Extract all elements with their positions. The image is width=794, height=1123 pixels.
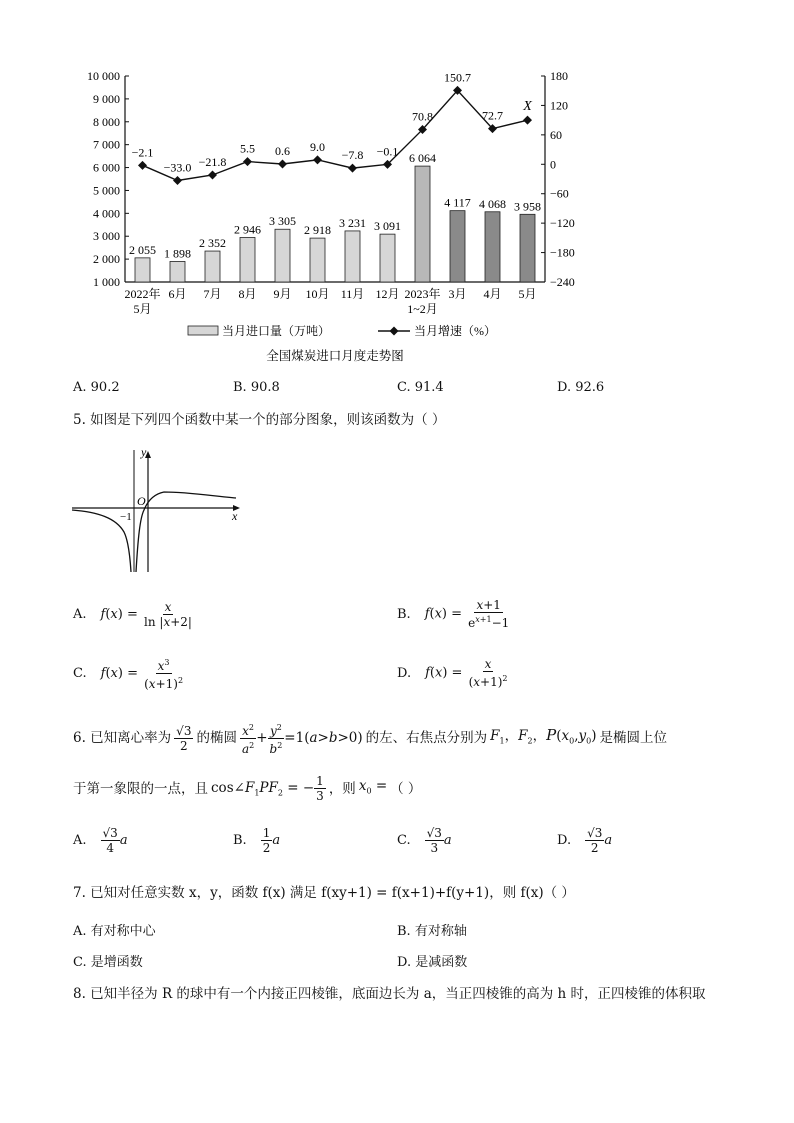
- x-tick-label-2: 1~2月: [407, 302, 438, 316]
- q6-option-d-formula: $\frac{√3}{2}$ a: [587, 825, 613, 855]
- growth-point: [173, 176, 182, 185]
- q6-text-g: （ ）: [390, 781, 422, 797]
- q5-option-c-label: C.: [73, 665, 87, 681]
- legend-line-label: 当月增速（%）: [414, 324, 496, 338]
- q5-option-c[interactable]: [73, 655, 185, 691]
- right-tick-label: −240: [550, 275, 575, 289]
- left-tick-label: 9 000: [93, 91, 120, 106]
- q6-text-a: 6. 已知离心率为: [73, 730, 172, 746]
- x-tick-label: 5月: [518, 287, 537, 301]
- growth-point: [243, 157, 252, 166]
- growth-value-label: 72.7: [482, 108, 503, 123]
- bar: [205, 251, 220, 282]
- q6-option-d[interactable]: [557, 822, 612, 858]
- x-tick-label: 7月: [203, 287, 222, 301]
- q6-option-b-formula: $\frac{1}{2}$ a: [262, 825, 281, 855]
- left-tick-label: 10 000: [87, 69, 120, 83]
- bar: [345, 231, 360, 282]
- x-tick-label: 10月: [305, 287, 330, 301]
- growth-value-label: −33.0: [163, 160, 192, 175]
- right-tick-label: −180: [550, 245, 575, 260]
- bar-value-label: 3 958: [514, 199, 541, 214]
- x-tick-label-2: 5月: [133, 302, 152, 316]
- x-tick-label: 12月: [375, 287, 400, 301]
- q6-text-f: ，则: [328, 781, 356, 797]
- left-tick-label: 1 000: [93, 275, 120, 289]
- legend-line-marker: [390, 327, 399, 336]
- growth-point: [278, 159, 287, 168]
- bar-value-label: 6 064: [409, 151, 436, 166]
- right-tick-label: −60: [550, 186, 569, 201]
- growth-point: [313, 155, 322, 164]
- bar: [485, 212, 500, 282]
- bar-value-label: 2 918: [304, 223, 331, 238]
- q6-foci: $F_1$，$F_2$，$P(x_0,y_0)$: [490, 725, 597, 746]
- q5-option-c-formula: f(x) = $\frac{x^3}{(x+1)^2}$: [100, 657, 184, 691]
- growth-value-label: 150.7: [444, 70, 471, 85]
- q5-function-graph: [68, 448, 248, 574]
- coal-import-chart: [60, 60, 620, 370]
- q7-option-c[interactable]: C. 是增函数: [73, 955, 143, 970]
- q6-option-a[interactable]: [73, 822, 128, 858]
- q6-option-d-label: D.: [557, 832, 572, 848]
- left-tick-label: 2 000: [93, 252, 120, 267]
- bar-value-label: 2 946: [234, 222, 261, 237]
- bar: [240, 237, 255, 282]
- growth-value-label: 9.0: [310, 139, 325, 154]
- q6-option-b[interactable]: [233, 822, 280, 858]
- growth-value-label: X: [523, 99, 532, 115]
- bar: [380, 234, 395, 282]
- right-tick-label: −120: [550, 216, 575, 231]
- y-axis-label: y: [141, 448, 147, 459]
- x-tick-label: 8月: [238, 287, 257, 301]
- q6-option-c-label: C.: [397, 832, 411, 848]
- x-tick-label: 4月: [483, 287, 502, 301]
- q6-cos-condition: $\cos\angle F_1PF_2$ = − $\frac{1}{3}$: [211, 774, 324, 804]
- q6-text-e: 于第一象限的一点，且: [73, 781, 208, 797]
- bar-value-label: 1 898: [164, 246, 191, 261]
- bar: [275, 229, 290, 282]
- bar-value-label: 4 068: [479, 196, 506, 211]
- q5-option-a-formula: f(x) = $\frac{x}{\ln |x+2|}$: [100, 599, 192, 629]
- growth-point: [348, 164, 357, 173]
- right-tick-label: 0: [550, 157, 556, 172]
- x-tick-label: 2023年: [404, 287, 441, 301]
- bar-value-label: 2 352: [199, 236, 226, 251]
- q4-option-d[interactable]: D. 92.6: [557, 380, 605, 395]
- bar: [415, 166, 430, 282]
- q6-option-c-formula: $\frac{√3}{3}$ a: [426, 825, 452, 855]
- bar-value-label: 4 117: [444, 195, 471, 210]
- bar-value-label: 3 305: [269, 214, 296, 229]
- x-tick-label: 2022年: [124, 287, 161, 301]
- right-tick-label: 120: [550, 98, 568, 113]
- q4-option-a[interactable]: A. 90.2: [73, 380, 120, 395]
- q8-stem: 8. 已知半径为 R 的球中有一个内接正四棱锥，底面边长为 a，当正四棱锥的高为 h 时，正四棱锥的体积取: [73, 986, 706, 1002]
- bar: [170, 261, 185, 282]
- x-tick-label: 3月: [448, 287, 467, 301]
- q5-option-a-label: A.: [73, 606, 87, 622]
- q6-text-b: 的椭圆: [196, 730, 237, 746]
- growth-value-label: 5.5: [240, 141, 255, 156]
- chart-title: 全国煤炭进口月度走势图: [266, 349, 404, 363]
- growth-point: [208, 170, 217, 179]
- bar-value-label: 3 231: [339, 215, 366, 230]
- bar-value-label: 2 055: [129, 242, 156, 257]
- growth-point: [523, 116, 532, 125]
- q5-option-b[interactable]: [397, 596, 511, 632]
- q6-ellipse-eq: $\frac{x^2}{a^2}$ + $\frac{y^2}{b^2}$ =1(a>b>0): [241, 722, 363, 756]
- q6-option-a-formula: $\frac{√3}{4}$ a: [102, 825, 128, 855]
- bar: [310, 238, 325, 282]
- origin-label: O: [137, 494, 146, 508]
- x-axis-label: x: [232, 509, 238, 523]
- q6-x0: $x_0$ =: [358, 778, 388, 796]
- x-tick-label: 11月: [340, 287, 365, 301]
- left-tick-label: 3 000: [93, 229, 120, 244]
- q6-eccentricity: $\frac{√3}{2}$: [176, 723, 192, 753]
- q7-option-b[interactable]: B. 有对称轴: [397, 924, 467, 939]
- q6-line2: [73, 771, 421, 807]
- left-tick-label: 8 000: [93, 114, 120, 129]
- q6-option-a-label: A.: [73, 832, 87, 848]
- right-tick-label: 60: [550, 127, 562, 142]
- q5-option-d[interactable]: [397, 655, 510, 691]
- growth-value-label: 70.8: [412, 109, 433, 124]
- q6-text-d: 是椭圆上位: [599, 730, 668, 746]
- bar: [135, 258, 150, 282]
- legend-bar-label: 当月进口量（万吨）: [222, 324, 331, 338]
- x-tick-label: 9月: [273, 287, 292, 301]
- q5-option-b-label: B.: [397, 606, 411, 622]
- q5-option-d-label: D.: [397, 665, 412, 681]
- q5-option-a[interactable]: [73, 596, 194, 632]
- left-tick-label: 5 000: [93, 183, 120, 198]
- q6-option-c[interactable]: [397, 822, 452, 858]
- left-tick-label: 7 000: [93, 137, 120, 152]
- q5-option-b-formula: f(x) = $\frac{x+1}{e^{x+1}-1}$: [424, 598, 510, 630]
- q6-option-b-label: B.: [233, 832, 247, 848]
- q4-option-c[interactable]: C. 91.4: [397, 380, 444, 395]
- q6-text-c: 的左、右焦点分别为: [365, 730, 488, 746]
- legend-bar-swatch: [188, 326, 218, 335]
- growth-value-label: −2.1: [131, 145, 154, 160]
- q7-option-a[interactable]: A. 有对称中心: [73, 924, 156, 939]
- minus-one-label: −1: [120, 511, 132, 523]
- growth-value-label: 0.6: [275, 143, 290, 158]
- q7-option-d[interactable]: D. 是减函数: [397, 955, 468, 970]
- x-tick-label: 6月: [168, 287, 187, 301]
- q5-option-d-formula: f(x) = $\frac{x}{(x+1)^2}$: [425, 657, 508, 689]
- growth-value-label: −0.1: [376, 144, 399, 159]
- left-tick-label: 4 000: [93, 206, 120, 221]
- left-tick-label: 6 000: [93, 160, 120, 175]
- right-tick-label: 180: [550, 69, 568, 83]
- growth-value-label: −21.8: [198, 154, 227, 169]
- bar: [520, 214, 535, 282]
- growth-point: [138, 161, 147, 170]
- q7-stem: 7. 已知对任意实数 x，y，函数 f(x) 满足 f(xy+1) = f(x+1)+f(y+1)，则 f(x)（ ）: [73, 885, 575, 901]
- q6-line1: [73, 720, 667, 756]
- bar-value-label: 3 091: [374, 219, 401, 234]
- q4-option-b[interactable]: B. 90.8: [233, 380, 280, 395]
- bar: [450, 211, 465, 282]
- growth-value-label: −7.8: [341, 148, 364, 163]
- q5-stem: 5. 如图是下列四个函数中某一个的部分图象，则该函数为（ ）: [73, 412, 446, 428]
